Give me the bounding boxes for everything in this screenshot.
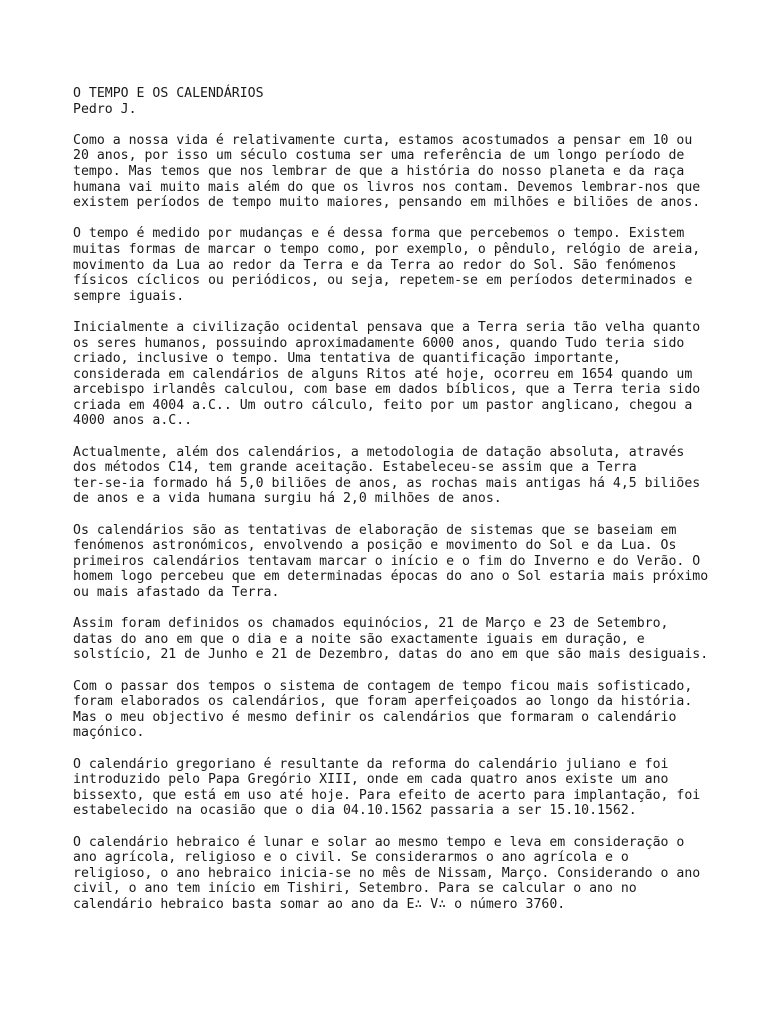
paragraph-line: maçónico. — [73, 725, 145, 741]
paragraph-line: ter-se-ia formado há 5,0 biliões de anos, as rochas mais antigas há 4,5 biliões — [73, 475, 701, 491]
paragraph-line: Com o passar dos tempos o sistema de contagem de tempo ficou mais sofisticado, — [73, 678, 693, 694]
paragraph-line: Inicialmente a civilização ocidental pensava que a Terra seria tão velha quanto — [73, 319, 701, 335]
paragraph-line: O calendário gregoriano é resultante da reforma do calendário juliano e foi — [73, 756, 669, 772]
paragraph — [73, 757, 753, 819]
paragraph-line: bissexto, que está em uso até hoje. Para efeito de acerto para implantação, foi — [73, 787, 701, 803]
paragraph-line: sempre iguais. — [73, 288, 185, 304]
paragraph-line: Mas o meu objectivo é mesmo definir os calendários que formaram o calendário — [73, 709, 677, 725]
paragraph-line: dos métodos C14, tem grande aceitação. Estabeleceu-se assim que a Terra — [73, 460, 637, 476]
paragraph-line: movimento da Lua ao redor da Terra e da Terra ao redor do Sol. São fenómenos — [73, 257, 677, 273]
paragraph-line: criada em 4004 a.C.. Um outro cálculo, feito por um pastor anglicano, chegou a — [73, 397, 693, 413]
paragraph-line: estabelecido na ocasião que o dia 04.10.1562 passaria a ser 15.10.1562. — [73, 803, 637, 819]
paragraph — [73, 679, 753, 741]
paragraph-line: Como a nossa vida é relativamente curta, estamos acostumados a pensar em 10 ou — [73, 132, 693, 148]
paragraph-line: 4000 anos a.C.. — [73, 413, 193, 429]
paragraph-line: 20 anos, por isso um século costuma ser uma referência de um longo período de — [73, 148, 685, 164]
paragraph-line: ou mais afastado da Terra. — [73, 585, 280, 600]
paragraph — [73, 835, 753, 913]
paragraph-line: físicos cíclicos ou periódicos, ou seja, repetem-se em períodos determinados e — [73, 273, 693, 289]
paragraph-line: arcebispo irlandês calculou, com base em dados bíblicos, que a Terra teria sido — [73, 382, 701, 398]
paragraph-line: civil, o ano tem início em Tishiri, Setembro. Para se calcular o ano no — [73, 881, 637, 897]
paragraph — [73, 226, 753, 304]
paragraph — [73, 133, 753, 211]
paragraph-line: calendário hebraico basta somar ao ano da E∴ V∴ o número 3760. — [73, 896, 566, 912]
paragraph-line: datas do ano em que o dia e a noite são exactamente iguais em duração, e — [73, 631, 645, 647]
paragraph-line: humana vai muito mais além do que os livros nos contam. Devemos lembrar-nos que — [73, 179, 701, 195]
document-page — [73, 86, 753, 912]
paragraph-line: homem logo percebeu que em determinadas épocas do ano o Sol estaria mais próximo — [73, 569, 709, 585]
paragraph-line: existem períodos de tempo muito maiores, pensando em milhões e biliões de anos. — [73, 195, 701, 211]
paragraph-line: solstício, 21 de Junho e 21 de Dezembro, datas do ano em que são mais desiguais. — [73, 647, 709, 663]
document-body — [73, 133, 753, 913]
paragraph-line: introduzido pelo Papa Gregório XIII, onde em cada quatro anos existe um ano — [73, 772, 669, 788]
paragraph-line: religioso, o ano hebraico inicia-se no mês de Nissam, Março. Considerando o ano — [73, 865, 701, 881]
paragraph-line: muitas formas de marcar o tempo como, por exemplo, o pêndulo, relógio de areia, — [73, 241, 701, 257]
paragraph-line: Assim foram definidos os chamados equinócios, 21 de Março e 23 de Setembro, — [73, 616, 669, 632]
document-title: O TEMPO E OS CALENDÁRIOS — [73, 86, 264, 101]
paragraph-line: O tempo é medido por mudanças e é dessa forma que percebemos o tempo. Existem — [73, 226, 685, 242]
paragraph-line: tempo. Mas temos que nos lembrar de que a história do nosso planeta e da raça — [73, 163, 685, 179]
paragraph — [73, 616, 753, 663]
paragraph-line: os seres humanos, possuindo aproximadamente 6000 anos, quando Tudo teria sido — [73, 335, 685, 351]
paragraph-line: foram elaborados os calendários, que foram aperfeiçoados ao longo da história. — [73, 694, 693, 710]
paragraph-line: Os calendários são as tentativas de elaboração de sistemas que se baseiam em — [73, 522, 677, 538]
paragraph — [73, 320, 753, 429]
paragraph — [73, 523, 753, 601]
paragraph-line: ano agrícola, religioso e o civil. Se considerarmos o ano agrícola e o — [73, 850, 629, 866]
paragraph-line: fenómenos astronómicos, envolvendo a posição e movimento do Sol e da Lua. Os — [73, 538, 677, 554]
paragraph — [73, 445, 753, 507]
paragraph-line: O calendário hebraico é lunar e solar ao mesmo tempo e leva em consideração o — [73, 834, 685, 850]
paragraph-line: primeiros calendários tentavam marcar o início e o fim do Inverno e do Verão. O — [73, 553, 701, 569]
paragraph-line: de anos e a vida humana surgiu há 2,0 milhões de anos. — [73, 491, 502, 507]
document-author: Pedro J. — [73, 101, 137, 117]
paragraph-line: Actualmente, além dos calendários, a metodologia de datação absoluta, através — [73, 444, 685, 460]
paragraph-line: considerada em calendários de alguns Ritos até hoje, ocorreu em 1654 quando um — [73, 366, 693, 382]
paragraph-line: criado, inclusive o tempo. Uma tentativa de quantificação importante, — [73, 351, 621, 367]
